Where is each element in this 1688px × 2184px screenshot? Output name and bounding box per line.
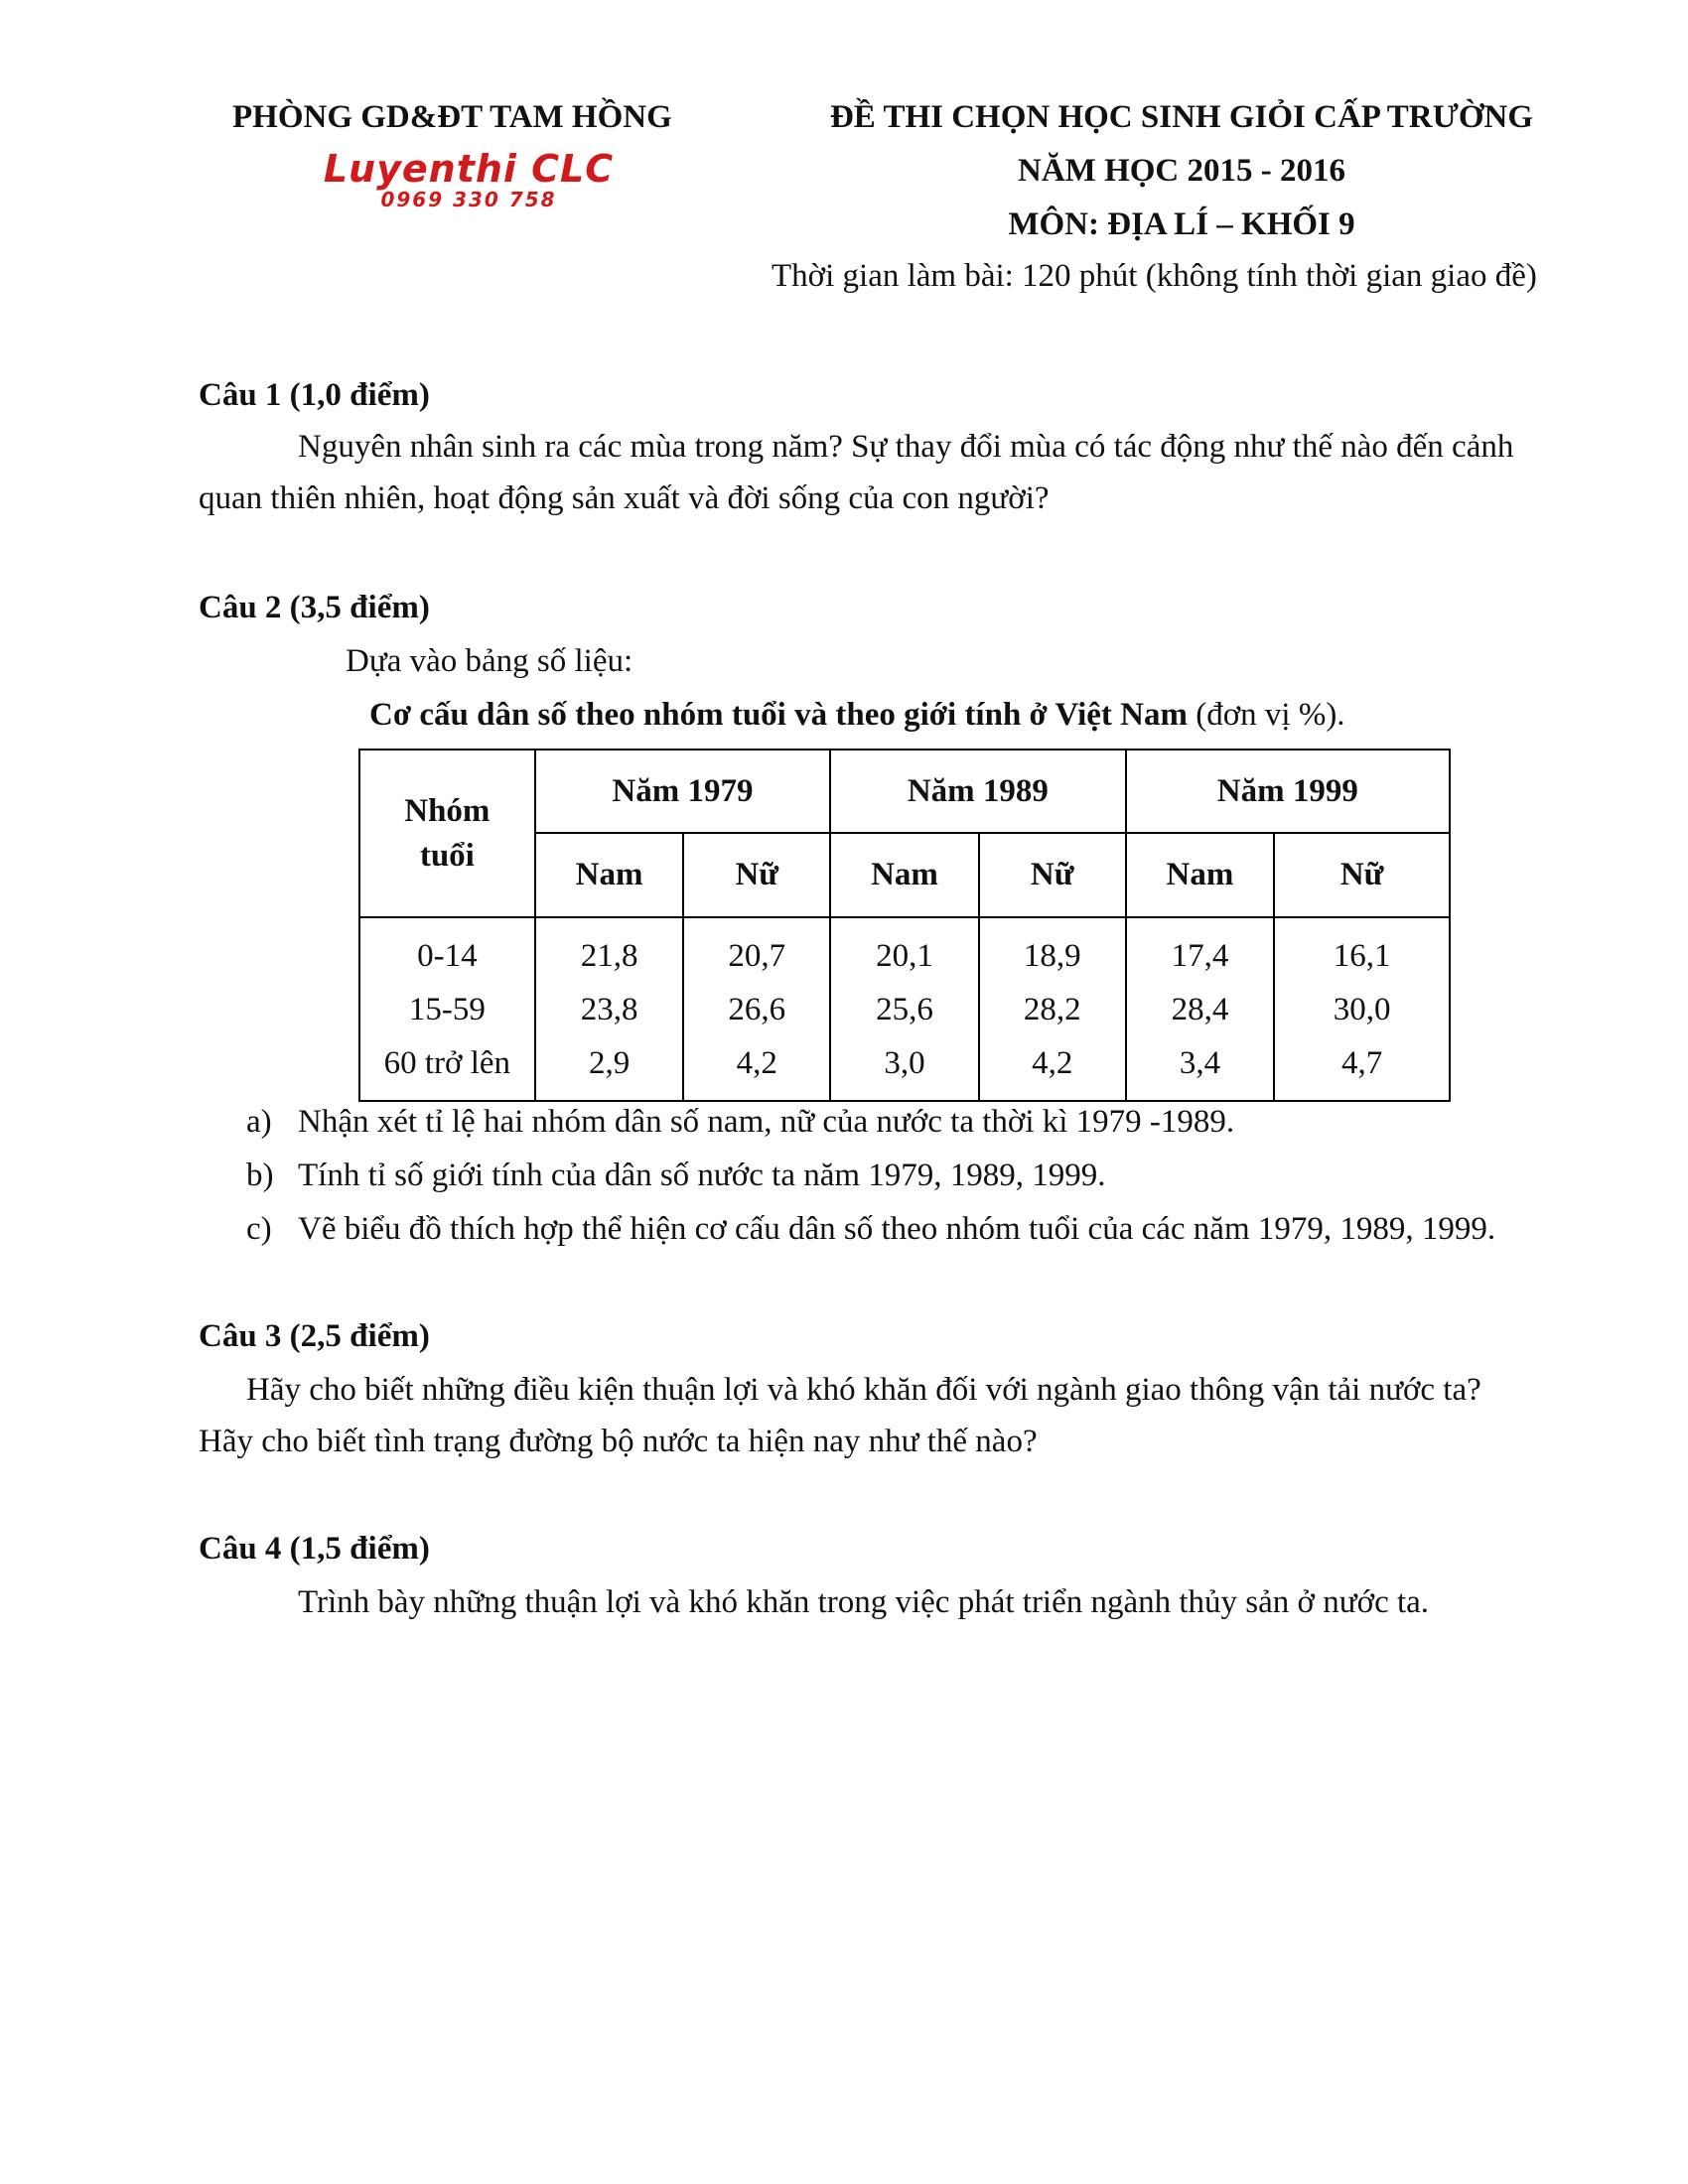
table-unit: (đơn vị %).	[1187, 697, 1345, 733]
table-cell: 4,2	[736, 1044, 777, 1081]
list-item-label: a)	[246, 1104, 272, 1140]
age-group-label: 0-14	[417, 937, 478, 974]
q4-text-line1: Trình bày những thuận lợi và khó khăn trong việc phát triển ngành thủy sản ở nước ta.	[298, 1584, 1430, 1620]
table-cell: 23,8	[580, 991, 638, 1027]
q2-intro: Dựa vào bảng số liệu:	[346, 643, 633, 679]
table-cell: 2,9	[588, 1044, 631, 1081]
table-cell: 20,1	[876, 937, 933, 974]
list-item-text: Nhận xét tỉ lệ hai nhóm dân số nam, nữ của nước ta thời kì 1979 -1989.	[298, 1104, 1235, 1140]
exam-title: ĐỀ THI CHỌN HỌC SINH GIỎI CẤP TRƯỜNG	[829, 99, 1534, 135]
list-item-label: c)	[246, 1211, 272, 1247]
subject-line: MÔN: ĐỊA LÍ – KHỐI 9	[1008, 206, 1355, 242]
table-cell: 16,1	[1333, 937, 1391, 974]
table-cell: 28,2	[1023, 991, 1081, 1027]
q3-title: Câu 3 (2,5 điểm)	[199, 1318, 430, 1354]
year-header-1999: Năm 1999	[1126, 750, 1450, 833]
table-cell: 3,4	[1179, 1044, 1221, 1081]
table-cell: 20,7	[728, 937, 786, 974]
table-cell: 30,0	[1333, 991, 1391, 1027]
table-cell: 17,4	[1171, 937, 1229, 974]
q1-text-line1: Nguyên nhân sinh ra các mùa trong năm? Sự thay đổi mùa có tác động như thế nào đến cảnh	[298, 429, 1514, 465]
table-cell: 26,6	[728, 991, 786, 1027]
age-group-label: 15-59	[408, 991, 486, 1027]
male-1979-values	[535, 917, 684, 1101]
table-cell: 3,0	[884, 1044, 925, 1081]
list-item-label: b)	[246, 1158, 274, 1193]
logo-phone-text: 0969 330 758	[380, 188, 557, 211]
female-header: Nữ	[979, 833, 1126, 917]
brand-logo	[320, 149, 618, 210]
q1-title: Câu 1 (1,0 điểm)	[199, 377, 430, 413]
table-cell: 21,8	[580, 937, 638, 974]
duration-line: Thời gian làm bài: 120 phút (không tính thời gian giao đề)	[772, 258, 1537, 294]
q3-text-line2: Hãy cho biết tình trạng đường bộ nước ta hiện nay như thế nào?	[199, 1424, 1038, 1459]
table-cell: 25,6	[876, 991, 933, 1027]
q3-text-line1: Hãy cho biết những điều kiện thuận lợi và khó khăn đối với ngành giao thông vận tải nước ta?	[246, 1372, 1481, 1408]
list-item-text: Vẽ biểu đồ thích hợp thể hiện cơ cấu dân số theo nhóm tuổi của các năm 1979, 1989, 1999.	[298, 1211, 1496, 1247]
female-1979-values	[683, 917, 830, 1101]
table-cell: 4,2	[1032, 1044, 1073, 1081]
table-cell: 4,7	[1341, 1044, 1383, 1081]
list-item-text: Tính tỉ số giới tính của dân số nước ta năm 1979, 1989, 1999.	[298, 1158, 1106, 1193]
population-structure-table	[358, 749, 1451, 1102]
table-title: Cơ cấu dân số theo nhóm tuổi và theo giới tính ở Việt Nam	[369, 697, 1188, 733]
age-group-labels	[359, 917, 535, 1101]
school-year: NĂM HỌC 2015 - 2016	[1018, 153, 1345, 189]
age-group-label: 60 trở lên	[383, 1044, 511, 1081]
male-header: Nam	[535, 833, 684, 917]
female-header: Nữ	[683, 833, 830, 917]
department-name: PHÒNG GD&ĐT TAM HỒNG	[232, 99, 672, 135]
table-cell: 28,4	[1171, 991, 1229, 1027]
male-header: Nam	[830, 833, 979, 917]
q2-title: Câu 2 (3,5 điểm)	[199, 590, 430, 625]
logo-brand-text: Luyenthi CLC	[323, 147, 615, 191]
table-cell: 18,9	[1023, 937, 1081, 974]
female-1989-values	[979, 917, 1126, 1101]
q1-text-line2: quan thiên nhiên, hoạt động sản xuất và đời sống của con người?	[199, 480, 1050, 516]
male-1999-values	[1126, 917, 1275, 1101]
male-header: Nam	[1126, 833, 1275, 917]
age-group-header: Nhóm tuổi	[359, 750, 535, 917]
female-1999-values	[1274, 917, 1450, 1101]
year-header-1979: Năm 1979	[535, 750, 830, 833]
female-header: Nữ	[1274, 833, 1450, 917]
male-1989-values	[830, 917, 979, 1101]
q4-title: Câu 4 (1,5 điểm)	[199, 1531, 430, 1567]
year-header-1989: Năm 1989	[830, 750, 1125, 833]
table-caption	[369, 695, 1345, 735]
